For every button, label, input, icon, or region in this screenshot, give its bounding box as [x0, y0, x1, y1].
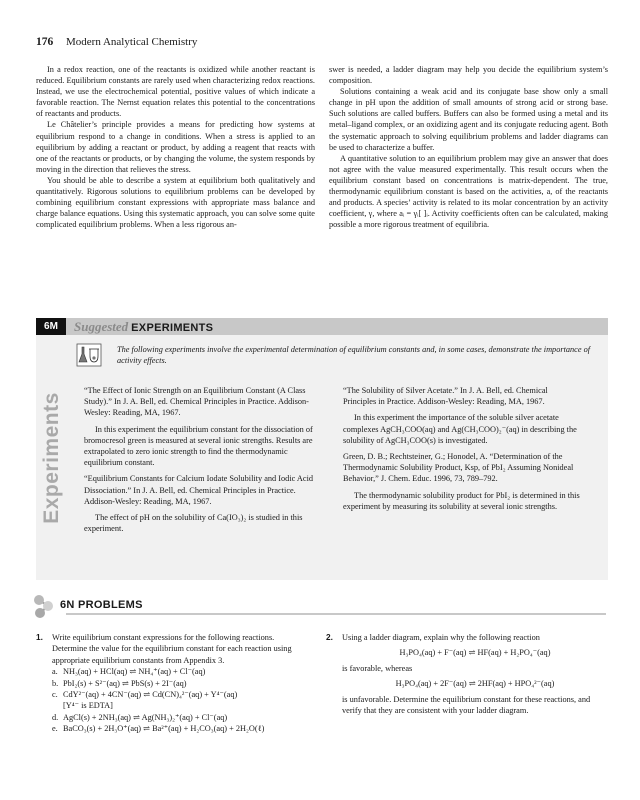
- reaction-equation: H₃PO₄(aq) + 2F⁻(aq) ⇌ 2HF(aq) + HPO₄²⁻(aq): [395, 679, 555, 689]
- experiments-box: [36, 335, 608, 580]
- side-label-text: Experiments: [40, 392, 63, 524]
- experiments-side-label: [38, 343, 66, 573]
- experiment-description: The effect of pH on the solubility of Ca(IO₃)₂ is studied in this experiment.: [84, 513, 303, 534]
- reaction-item: [52, 723, 306, 734]
- summary-text: [36, 64, 608, 230]
- problem-text: Using a ladder diagram, explain why the following reaction: [342, 633, 540, 642]
- experiment-description: The thermodynamic solubility product for PbI₂ is determined in this experiment by measuring its solubility at several ionic strengths.: [343, 490, 580, 511]
- problem-number: 2.: [326, 632, 333, 642]
- reaction-item: [52, 678, 306, 689]
- experiment-citation: “Equilibrium Constants for Calcium Iodate Solubility and Iodic Acid Dissociation.” In J. A. Bell, ed. Chemical Principles in Practice. Addison-Wesley: Reading, MA, 1967.: [84, 474, 314, 506]
- reaction-text: BaCO₃(s) + 2H₃O⁺(aq) ⇌ Ba²⁺(aq) + H₂CO₃(aq) + 2H₂O(ℓ): [63, 724, 265, 734]
- problem-number: 1.: [36, 632, 43, 642]
- item-label: e.: [52, 724, 58, 734]
- experiment-description: In this experiment the equilibrium constant for the dissociation of bromocresol green is measured at several ionic strengths. Results are extrapolated to zero ionic strength to find the thermodynamic equilibrium constant.: [84, 424, 313, 468]
- reaction-item: [52, 712, 306, 723]
- reaction-text: [Y⁴⁻ is EDTA]: [63, 701, 113, 711]
- reaction-item: [52, 689, 306, 700]
- problem-2: [326, 632, 608, 716]
- reaction-text: NH₃(aq) + HCl(aq) ⇌ NH₄⁺(aq) + Cl⁻(aq): [63, 667, 206, 677]
- paragraph: Le Châtelier’s principle provides a means for predicting how systems at equilibrium respond to a change in conditions. When a stress is applied to an equilibrium by adding a reactant or product, by adding a reagent that reacts with one of the reactants or products, or by changing the volume, the system responds by moving in the direction that relieves the stress.: [36, 120, 315, 174]
- reaction-text: AgCl(s) + 2NH₃(aq) ⇌ Ag(NH₃)₂⁺(aq) + Cl⁻(aq): [63, 712, 228, 722]
- problem-text: Write equilibrium constant expressions for the following reactions. Determine the value for the equilibrium constant for each reaction using appropriate equilibrium constants from Appendix 3.: [52, 633, 292, 665]
- lab-equipment-icon: [76, 343, 102, 367]
- section-tag: 6M: [36, 318, 66, 335]
- page-number: 176: [36, 36, 54, 48]
- problem-1: [36, 632, 306, 735]
- experiment-description: In this experiment the importance of the soluble silver acetate complexes AgCH₃COO(aq) and Ag(CH₃COO)₂⁻(aq) in describing the solubility of AgCH₃COO(s) is investigated.: [343, 413, 577, 445]
- suggested-label: Suggested: [74, 319, 129, 334]
- item-label: a.: [52, 667, 58, 677]
- summary-column-right: [329, 64, 608, 230]
- experiment-citation: Green, D. B.; Rechtsteiner, G.; Honodel, A. “Determination of the Thermodynamic Solubility Product, Ksp, of PbI₂ Assuming Nonideal Behavior,” J. Chem. Educ. 1996, 73, 789–792.: [343, 452, 574, 484]
- experiments-column-left: [84, 385, 324, 539]
- paragraph: A quantitative solution to an equilibrium problem may give an answer that does not agree with the value measured experimentally. This result occurs when the equilibrium constant based on concentrations is matrix-dependent. The true, thermodynamic equilibrium constant is based on the activities, a, of the reactants and products. A species’ activity is related to its molar concentration by an activity coefficient, γ, where aᵢ = γᵢ[ ]ᵢ. Activity coefficients often can be calculated, making possible a more rigorous treatment of equilibria.: [329, 153, 608, 230]
- problem-text: is unfavorable. Determine the equilibrium constant for these reactions, and verify that they are consistent with your ladder diagram.: [342, 694, 591, 716]
- item-label: c.: [52, 690, 58, 700]
- running-header: [36, 36, 197, 48]
- reaction-item: [52, 666, 306, 677]
- problems-header: [32, 596, 608, 618]
- problems-title: 6N PROBLEMS: [60, 599, 143, 611]
- reaction-text: PbI₂(s) + S²⁻(aq) ⇌ PbS(s) + 2I⁻(aq): [63, 678, 187, 688]
- experiment-citation: “The Effect of Ionic Strength on an Equilibrium Constant (A Class Study).” In J. A. Bell, ed. Chemical Principles in Practice. Addison-Wesley: Reading, MA, 1967.: [84, 386, 309, 418]
- item-label: d.: [52, 712, 59, 722]
- experiment-citation: “The Solubility of Silver Acetate.” In J. A. Bell, ed. Chemical Principles in Practice. Addison-Wesley: Reading, MA, 1967.: [343, 386, 548, 407]
- paragraph: swer is needed, a ladder diagram may help you decide the equilibrium system’s composition.: [329, 65, 608, 86]
- item-label: b.: [52, 678, 59, 688]
- paragraph: You should be able to describe a system at equilibrium both qualitatively and quantitatively. Rigorous solutions to equilibrium problems can be developed by combining equilibrium constant expressions with appropriate mass balance and charge balance equations. Using this systematic approach, you can solve some quite complicated equilibrium problems. When a less rigorous an-: [36, 175, 315, 230]
- summary-column-left: [36, 64, 315, 230]
- experiments-intro: The following experiments involve the experimental determination of equilibrium constants and, in some cases, demonstrate the importance of activity effects.: [117, 345, 591, 366]
- paragraph: Solutions containing a weak acid and its conjugate base show only a small change in pH upon the addition of small amounts of strong acid or strong base. Such solutions are called buffers. Buffers can also be formed using a metal and its metal–ligand complex, or an oxidizing agent and its conjugate reducing agent. Both the systematic approach to solving equilibrium problems and ladder diagrams can be used to characterize a buffer.: [329, 87, 608, 152]
- experiments-header: [36, 318, 608, 335]
- experiments-column-right: [343, 385, 583, 517]
- running-title: Modern Analytical Chemistry: [66, 36, 198, 48]
- problems-rule: [66, 613, 606, 615]
- molecule-icon: [32, 593, 56, 619]
- reaction-note: [52, 700, 306, 711]
- reaction-text: CdY²⁻(aq) + 4CN⁻(aq) ⇌ Cd(CN)₄²⁻(aq) + Y⁴⁻(aq): [63, 690, 238, 700]
- experiments-label: EXPERIMENTS: [131, 322, 214, 334]
- reaction-equation: H₃PO₄(aq) + F⁻(aq) ⇌ HF(aq) + H₂PO₄⁻(aq): [399, 648, 551, 658]
- problem-text: is favorable, whereas: [342, 663, 413, 673]
- paragraph: In a redox reaction, one of the reactants is oxidized while another reactant is reduced. Equilibrium constants are rarely used when characterizing redox reactions. Instead, we use the electrochemical potential, positive values of which indicate a favorable reaction. The Nernst equation relates this potential to the concentrations of reactants and products.: [36, 65, 315, 119]
